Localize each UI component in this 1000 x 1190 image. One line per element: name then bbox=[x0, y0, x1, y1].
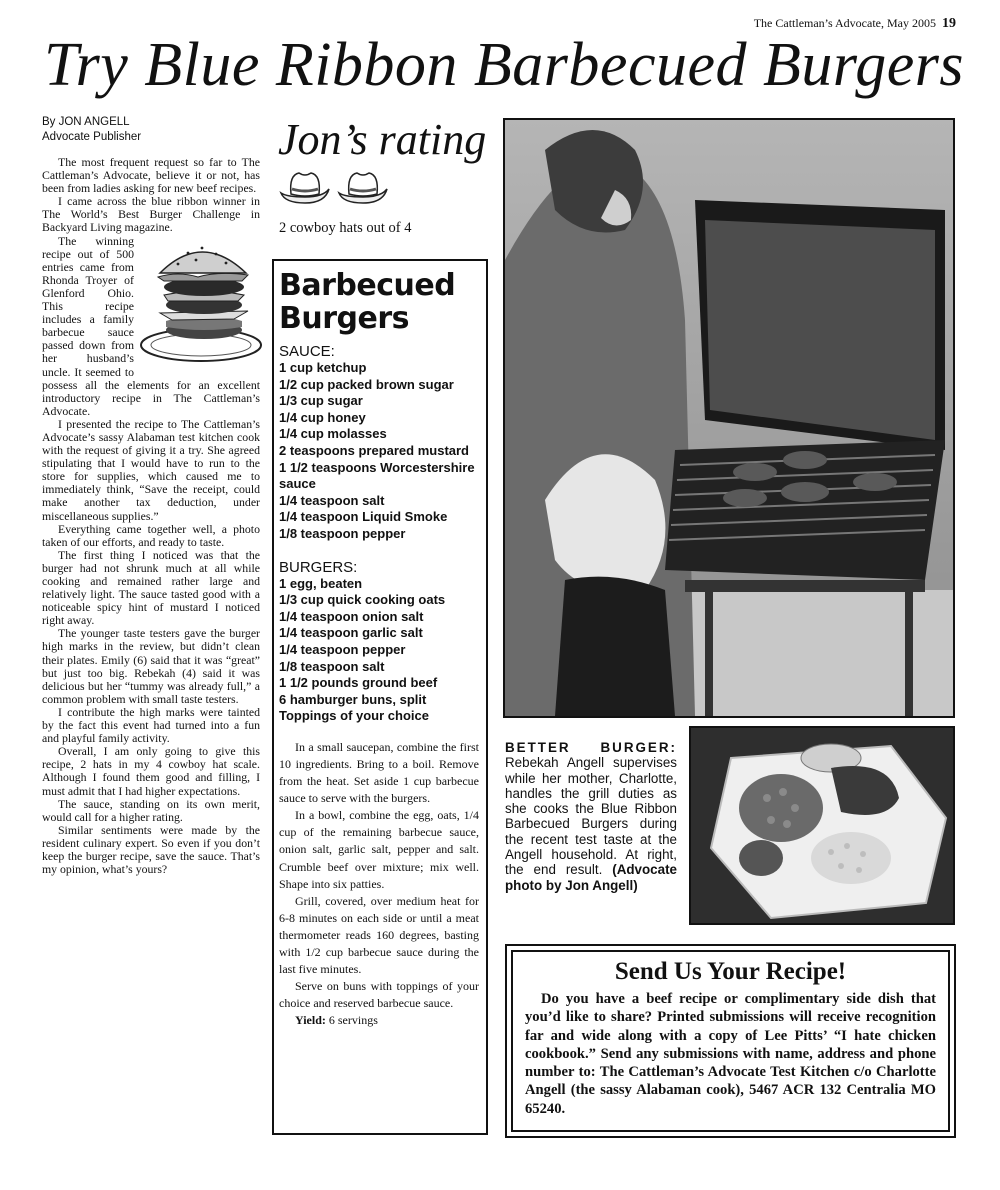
ingredient-item: 1/8 teaspoon salt bbox=[279, 658, 385, 674]
recipe-instructions bbox=[279, 739, 481, 1030]
submit-recipe-inner bbox=[511, 950, 950, 1132]
plate-photo bbox=[689, 726, 955, 925]
article-paragraph: I presented the recipe to The Cattleman’s Advocate’s sassy Alabaman test kitchen cook with the request of giving it a try. She agreed stipulating that I would have to run to the store for supplies, which caused me to immediately think, “Save the receipt, could make another tax deduction, under miscellaneous supplies.” bbox=[42, 416, 260, 523]
article-paragraph: The first thing I noticed was that the burger had not shrunk much at all while cooking and remained rather large and relatively light. The sauce tasted good with a noticeable spicy hint of mustard I noticed right away. bbox=[42, 547, 260, 628]
sauce-heading: SAUCE: bbox=[279, 343, 335, 360]
cowboy-hat-icon bbox=[337, 167, 389, 207]
ingredient-item: Toppings of your choice bbox=[279, 708, 429, 724]
ingredient-item: 1/4 cup molasses bbox=[279, 426, 387, 442]
yield-label: Yield: bbox=[295, 1013, 326, 1028]
article-body bbox=[42, 156, 260, 876]
submit-text: Do you have a beef recipe or complimentary side dish that you’d like to share? Printed submissions will receive recognition far and wide along with a copy of Lee Pitts’ “I hate chicken cookbook.” Send any submissions with name, address and phone number to: The Cattleman’s Advocate Test Kitchen c/o Charlotte Angell (the sassy Alabaman cook), 5467 ACR 132 Centralia MO 65240. bbox=[525, 991, 936, 1117]
ingredient-item: 1/3 cup quick cooking oats bbox=[279, 592, 446, 608]
grill-photo bbox=[503, 118, 955, 718]
ingredient-item: 1 1/2 pounds ground beef bbox=[279, 675, 438, 691]
burger-illustration bbox=[138, 233, 264, 368]
ingredient-item: 6 hamburger buns, split bbox=[279, 691, 427, 707]
byline bbox=[42, 115, 141, 145]
byline-author: By JON ANGELL bbox=[42, 116, 130, 128]
instruction-paragraph: In a bowl, combine the egg, oats, 1/4 cup of the remaining barbecue sauce, onion salt, garlic salt, pepper and salt. Crumble beef over mixture; mix well. Shape into six patties. bbox=[279, 808, 479, 891]
ingredient-item: 1/4 teaspoon pepper bbox=[279, 641, 406, 657]
yield-value: 6 servings bbox=[328, 1013, 378, 1028]
ingredient-item: 1 egg, beaten bbox=[279, 575, 363, 591]
byline-title: Advocate Publisher bbox=[42, 131, 142, 143]
burgers-heading: BURGERS: bbox=[279, 558, 358, 576]
ingredient-item: 1/3 cup sugar bbox=[279, 393, 363, 409]
article-paragraph: Overall, I am only going to give this recipe, 2 hats in my 4 cowboy hat scale. Although I found them good and filling, I must admit that I had higher expectations. bbox=[42, 744, 260, 798]
page-folio bbox=[754, 16, 956, 32]
submit-recipe-box bbox=[505, 944, 956, 1138]
article-paragraph: Similar sentiments were made by the resident culinary expert. So even if you don’t keep the burger recipe, save the sauce. That’s my opinion, what’s yours? bbox=[42, 822, 260, 877]
article-paragraph: The younger taste testers gave the burger high marks in the review, but didn’t clean their plates. Emily (6) said that it was “great” but just too big. Rebekah (4) said it was delicious but her “tummy was already full,” a common problem with small taste testers. bbox=[42, 626, 260, 706]
recipe-yield bbox=[279, 1012, 479, 1029]
submit-title: Send Us Your Recipe! bbox=[614, 958, 847, 985]
caption-credit: (Advocate photo by Jon Angell) bbox=[505, 862, 677, 893]
instruction-paragraph: In a small saucepan, combine the first 10 ingredients. Bring to a boil. Remove from the heat. Set aside 1 cup barbecue sauce to serve with the burgers. bbox=[279, 739, 479, 806]
rating-hats bbox=[279, 167, 389, 207]
caption-lead: BETTER BURGER: bbox=[505, 740, 677, 755]
ingredient-item: 1/4 cup honey bbox=[279, 409, 366, 425]
photo-caption bbox=[505, 740, 677, 893]
burger-ingredients bbox=[279, 576, 481, 725]
ingredient-item: 1/2 cup packed brown sugar bbox=[279, 376, 454, 392]
folio-page-number: 19 bbox=[942, 16, 956, 31]
rating-title: Jon’s rating bbox=[278, 115, 487, 164]
headline: Try Blue Ribbon Barbecued Burgers bbox=[44, 31, 964, 99]
recipe-title-line: Burgers bbox=[279, 301, 409, 336]
ingredient-item: 1 1/2 teaspoons Worcestershire sauce bbox=[279, 459, 475, 492]
folio-publication: The Cattleman’s Advocate, May 2005 bbox=[753, 16, 936, 30]
article-paragraph: I came across the blue ribbon winner in The World’s Best Burger Challenge in Backyard Living magazine. bbox=[42, 194, 260, 235]
sauce-ingredients bbox=[279, 360, 481, 543]
recipe-title bbox=[279, 269, 481, 335]
rating-text: 2 cowboy hats out of 4 bbox=[279, 220, 412, 236]
article-paragraph: The winning recipe out of 500 entries came from Rhonda Troyer of Glenford Ohio. This recipe includes a family barbecue sauce passed down from her husband’s uncle. It seemed to possess all the elements for an excellent introductory recipe in The Cattleman’s Advocate. bbox=[42, 233, 260, 418]
ingredient-item: 2 teaspoons prepared mustard bbox=[279, 442, 469, 458]
recipe-box bbox=[272, 259, 488, 1135]
ingredient-item: 1/4 teaspoon salt bbox=[279, 492, 385, 508]
ingredient-item: 1/4 teaspoon onion salt bbox=[279, 608, 424, 624]
article-paragraph: The sauce, standing on its own merit, would call for a higher rating. bbox=[42, 796, 260, 824]
caption-text: Rebekah Angell supervises while her mother, Charlotte, handles the grill duties as she cooks the Blue Ribbon Barbecued Burgers during the recent test taste at the Angell household. At right, the end result. bbox=[505, 755, 677, 878]
ingredient-item: 1/4 teaspoon Liquid Smoke bbox=[279, 509, 448, 525]
ingredient-item: 1/8 teaspoon pepper bbox=[279, 525, 406, 541]
article-paragraph: Everything came together well, a photo taken of our efforts, and ready to taste. bbox=[42, 521, 260, 549]
ingredient-item: 1 cup ketchup bbox=[279, 360, 367, 375]
cowboy-hat-icon bbox=[279, 167, 331, 207]
instruction-paragraph: Serve on buns with toppings of your choice and reserved barbecue sauce. bbox=[279, 979, 479, 1011]
article-paragraph: The most frequent request so far to The Cattleman’s Advocate, believe it or not, has been from ladies asking for new beef recipes. bbox=[42, 155, 260, 196]
ingredient-item: 1/4 teaspoon garlic salt bbox=[279, 625, 423, 641]
recipe-title-line: Barbecued bbox=[279, 268, 456, 303]
article-paragraph: I contribute the high marks were tainted by the fact this event had turned into a fun and playful family activity. bbox=[42, 704, 260, 746]
instruction-paragraph: Grill, covered, over medium heat for 6-8 minutes on each side or until a meat thermometer reads 160 degrees, basting with 1/2 cup barbecue sauce during the last five minutes. bbox=[279, 893, 479, 977]
